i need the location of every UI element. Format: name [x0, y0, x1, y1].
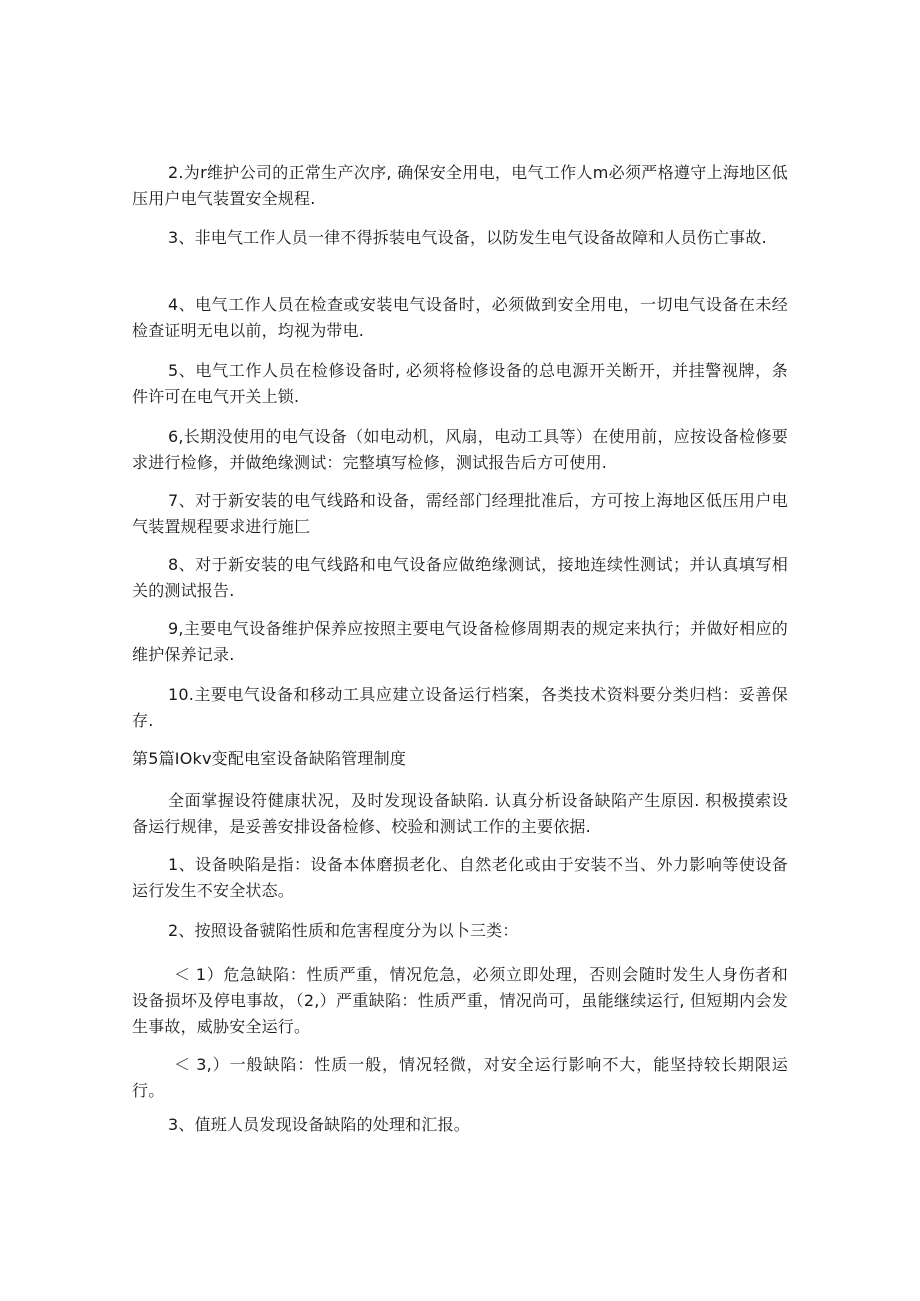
classification-paragraph: 2、按照设备虢陷性质和危害程度分为以卜三类： — [168, 921, 519, 940]
section-heading: 第5篇IOkv变配电室设备缺陷管理制度 — [132, 749, 407, 768]
paragraph-3: 3、非电气工作人员一律不得拆装电气设备，以防发生电气设备故障和人员伤亡事故. — [168, 228, 767, 247]
category-1-2-paragraph: ＜ 1）危急缺陷：性质严重，情况危急，必须立即处理，否则会随时发生人身伤者和设备损坏及停电事故，（2,）严重缺陷：性质严重，情况尚可，虽能继续运行, 但短期内会发生事故，威胁安全运行。 — [132, 965, 788, 1036]
paragraph-10: 10.主要电气设备和移动工具应建立设备运行档案，各类技术资料要分类归档：妥善保存. — [132, 685, 788, 730]
definition-paragraph: 1、设备映陷是指：设备本体磨损老化、自然老化或由于安装不当、外力影响等使设备运行发生不安全状态。 — [132, 855, 788, 900]
reporting-paragraph: 3、值班人员发现设备缺陷的处理和汇报。 — [168, 1115, 470, 1134]
category-3-paragraph: ＜ 3,）一般缺陷：性质一般，情况轻微，对安全运行影响不大，能坚持较长期限运行。 — [132, 1055, 788, 1100]
paragraph-8: 8、对于新安装的电气线路和电气设备应做绝缘测试，接地连续性测试；并认真填写相关的测试报告. — [132, 555, 788, 600]
intro-paragraph: 全面掌握设符健康状况，及时发现设备缺陷. 认真分析设备缺陷产生原因. 积极摸索设备运行规律，是妥善安排设备检修、校验和测试工作的主要依据. — [132, 791, 788, 836]
paragraph-9: 9,主要电气设备维护保养应按照主要电气设备检修周期表的规定来执行；并做好相应的维护保养记录. — [132, 619, 788, 664]
paragraph-4: 4、电气工作人员在检查或安装电气设备时，必须做到安全用电，一切电气设备在未经检查证明无电以前，均视为带电. — [132, 295, 788, 340]
paragraph-6: 6,长期没使用的电气设备（如电动机，风扇，电动工具等）在使用前，应按设备检修要求进行检修，并做绝缘测试：完整填写检修，测试报告后方可使用. — [132, 427, 788, 472]
paragraph-5: 5、电气工作人员在检修设备时, 必须将检修设备的总电源开关断开，并挂警视牌，条件许可在电气开关上锁. — [132, 361, 788, 406]
paragraph-7: 7、对于新安装的电气线路和设备，需经部门经理批准后，方可按上海地区低压用户电气装置规程要求进行施匚 — [132, 491, 788, 536]
paragraph-2: 2.为r维护公司的正常生产次序, 确保安全用电，电气工作人m必须严格遵守上海地区低压用户电气装置安全规程. — [132, 163, 788, 208]
